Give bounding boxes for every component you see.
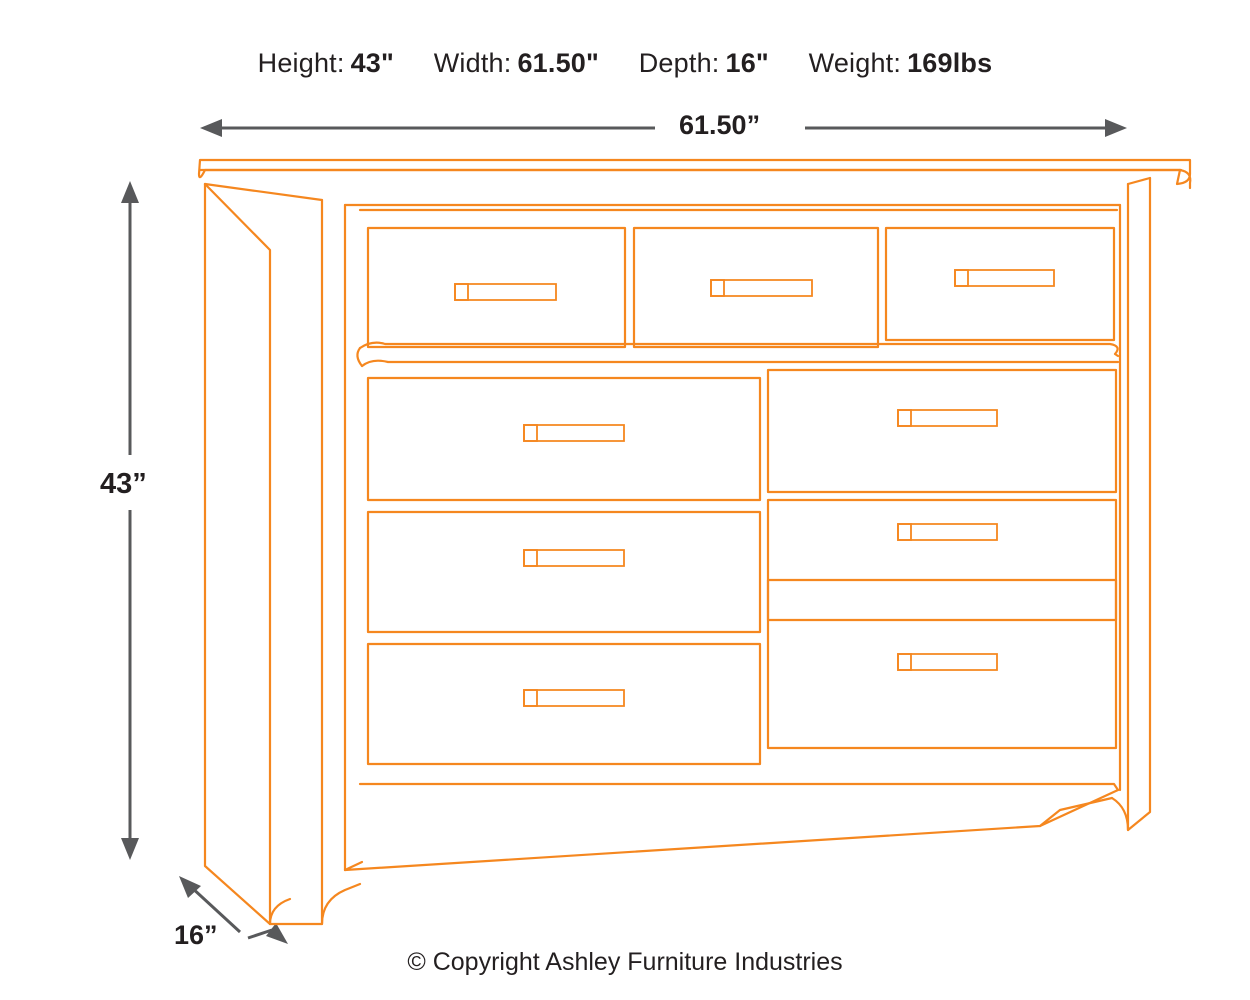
handle xyxy=(955,270,1054,286)
handle xyxy=(524,690,624,706)
copyright-notice: © Copyright Ashley Furniture Industries xyxy=(407,948,843,976)
spec-weight-value: 169lbs xyxy=(907,48,993,78)
width-dimension-label: 61.50” xyxy=(679,110,761,140)
handle xyxy=(898,654,997,670)
handle xyxy=(524,425,624,441)
spec-width-value: 61.50" xyxy=(517,48,600,78)
spec-depth-value: 16" xyxy=(725,48,769,78)
width-dimension-arrow xyxy=(200,119,1127,137)
height-dimension-arrow xyxy=(121,181,139,860)
spec-width-label: Width: xyxy=(433,48,512,78)
dresser-illustration xyxy=(199,160,1190,924)
handle xyxy=(455,284,556,300)
handle xyxy=(711,280,812,296)
handle xyxy=(898,524,997,540)
depth-dimension-label: 16” xyxy=(174,920,218,950)
height-dimension-label: 43” xyxy=(100,468,147,500)
spec-height-value: 43" xyxy=(350,48,395,78)
handle xyxy=(524,550,624,566)
spec-weight-label: Weight: xyxy=(808,48,902,78)
spec-height-label: Height: xyxy=(257,48,345,78)
handle xyxy=(898,410,997,426)
spec-depth-label: Depth: xyxy=(638,48,720,78)
